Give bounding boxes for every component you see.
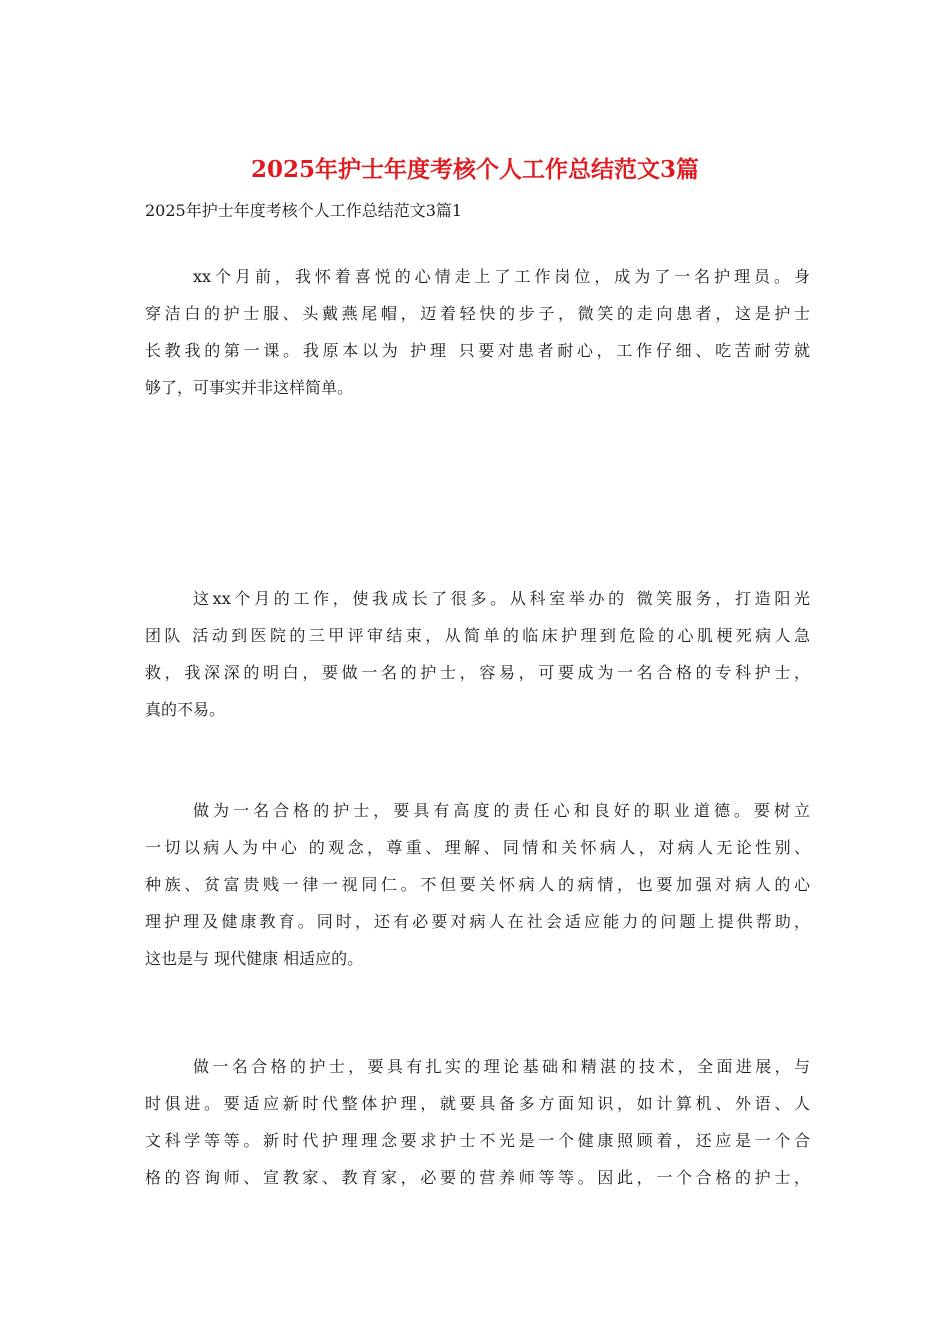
paragraph-line: 时俱进。要适应新时代整体护理，就要具备多方面知识，如计算机、外语、人 <box>145 1094 810 1113</box>
paragraph-line: 这xx个月的工作，使我成长了很多。从科室举办的 微笑服务，打造阳光 <box>193 589 810 608</box>
paragraph-line: 做一名合格的护士，要具有扎实的理论基础和精湛的技术，全面进展，与 <box>193 1057 810 1076</box>
paragraph-line: 长教我的第一课。我原本以为 护理 只要对患者耐心，工作仔细、吃苦耐劳就 <box>145 341 810 360</box>
paragraph-line: 理护理及健康教育。同时，还有必要对病人在社会适应能力的问题上提供帮助， <box>145 912 810 931</box>
paragraph-line: 救，我深深的明白，要做一名的护士，容易，可要成为一名合格的专科护士， <box>145 663 810 682</box>
paragraph-line: 穿洁白的护士服、头戴燕尾帽，迈着轻快的步子，微笑的走向患者，这是护士 <box>145 304 810 323</box>
document-title: 2025年护士年度考核个人工作总结范文3篇 <box>250 156 700 183</box>
paragraph-4 <box>145 1048 810 1196</box>
section-heading: 2025年护士年度考核个人工作总结范文3篇1 <box>145 201 463 220</box>
paragraph-line: 做为一名合格的护士，要具有高度的责任心和良好的职业道德。要树立 <box>193 801 810 820</box>
paragraph-2 <box>145 580 810 728</box>
paragraph-line: 团队 活动到医院的三甲评审结束，从简单的临床护理到危险的心肌梗死病人急 <box>145 626 810 645</box>
paragraph-line: 种族、贫富贵贱一律一视同仁。不但要关怀病人的病情，也要加强对病人的心 <box>145 875 810 894</box>
paragraph-3 <box>145 792 810 977</box>
paragraph-line: 这也是与 现代健康 相适应的。 <box>145 949 364 968</box>
paragraph-line: 够了，可事实并非这样简单。 <box>145 378 354 397</box>
paragraph-line: 格的咨询师、宣教家、教育家，必要的营养师等等。因此，一个合格的护士， <box>145 1168 810 1187</box>
paragraph-1 <box>145 258 810 406</box>
paragraph-line: 一切以病人为中心 的观念，尊重、理解、同情和关怀病人，对病人无论性别、 <box>145 838 810 857</box>
paragraph-line: 真的不易。 <box>145 700 226 719</box>
paragraph-line: xx个月前，我怀着喜悦的心情走上了工作岗位，成为了一名护理员。身 <box>193 267 810 286</box>
paragraph-line: 文科学等等。新时代护理理念要求护士不光是一个健康照顾着，还应是一个合 <box>145 1131 810 1150</box>
